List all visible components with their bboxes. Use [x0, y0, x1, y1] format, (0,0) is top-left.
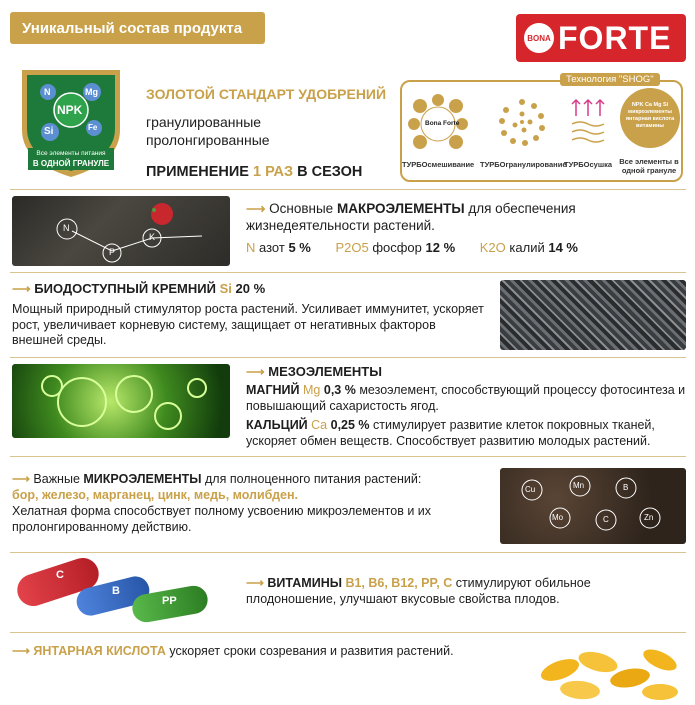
capsule-pp-label: PP: [162, 595, 177, 607]
tech-label-1: ТУРБОсмешивание: [402, 160, 475, 169]
vitamins-list: B1, B6, B12, PP, C: [345, 576, 453, 590]
mg-b: Mg: [303, 383, 321, 397]
micro-label-cu: Cu: [525, 485, 536, 494]
banner-text: Уникальный состав продукта: [22, 19, 243, 37]
ca-text: стимулирует развитие клеток покровных тканей, ускоряет обмен веществ. Способствует развитию молодых растений.: [246, 418, 655, 448]
silicon-title-c: 20 %: [235, 281, 266, 296]
micro-list: бор, железо, марганец, цинк, медь, молибден.: [12, 488, 298, 502]
photo-label-p: P: [109, 247, 116, 257]
photo-label-n: N: [63, 223, 70, 233]
shield-mg: Mg: [85, 87, 98, 97]
micro-label-mn: Mn: [573, 481, 585, 490]
k-val: 14 %: [548, 240, 578, 255]
silicon-text: Мощный природный стимулятор роста растений. Усиливает иммунитет, ускоряет рост, увеличивает корневую систему, защищает от негативных факторов внешней среды.: [12, 302, 484, 347]
silicon-title-b: Si: [219, 281, 232, 296]
npk-shield-emblem: [12, 62, 130, 180]
micro-label-b: B: [623, 483, 629, 492]
macro-n: [246, 240, 311, 255]
macro-intro: ⟶ Основные МАКРОЭЛЕМЕНТЫ для обеспечения жизнедеятельности растений.: [246, 201, 576, 233]
vitamins-text-b: плодоношение, улучшают вкусовые свойства плодов.: [246, 592, 560, 606]
micro-text: Хелатная форма способствует полному усвоению микроэлементов и их пролонгированному действию.: [12, 504, 432, 534]
shield-si: Si: [44, 126, 54, 137]
ca-c: 0,25 %: [330, 418, 370, 432]
soil-micro-photo: [500, 468, 686, 544]
shield-line2: В ОДНОЙ ГРАНУЛЕ: [32, 159, 110, 168]
silicon-title-a: БИОДОСТУПНЫЙ КРЕМНИЙ: [34, 281, 216, 296]
mg-c: 0,3 %: [323, 383, 356, 397]
divider: [10, 456, 686, 457]
divider: [10, 552, 686, 553]
ca-b: Ca: [311, 418, 328, 432]
tech-granule-icon: NPK Ca Mg Si микроэлементы янтарная кислота витамины: [620, 88, 680, 148]
intro-heading: ЗОЛОТОЙ СТАНДАРТ УДОБРЕНИЙ: [146, 86, 387, 102]
tech-center: Bona Forte: [425, 120, 460, 127]
macro-p: [335, 240, 455, 255]
amber-text: ⟶ ЯНТАРНАЯ КИСЛОТА ускоряет сроки созревания и развития растений.: [12, 644, 454, 658]
meso-title-text: МЕЗОЭЛЕМЕНТЫ: [268, 364, 382, 379]
tech-granulation-icon: [494, 94, 550, 150]
divider: [10, 272, 686, 273]
divider: [10, 189, 686, 190]
shield-npk: NPK: [57, 103, 83, 117]
meso-ca: [246, 418, 686, 449]
soil-photo: [12, 196, 230, 266]
mg-a: МАГНИЙ: [246, 383, 300, 397]
vitamins-text: ⟶ ВИТАМИНЫ B1, B6, B12, PP, C стимулируют обильное плодоношение, улучшают вкусовые свойства плодов.: [246, 576, 591, 606]
p-name: фосфор: [372, 240, 422, 255]
vitamin-capsules: [12, 560, 212, 626]
p-val: 12 %: [425, 240, 456, 255]
cells-photo: [12, 364, 230, 438]
k-name: калий: [509, 240, 545, 255]
intro-line1: гранулированные: [146, 114, 262, 130]
intro-line2: пролонгированные: [146, 132, 270, 148]
micro-intro-b: МИКРОЭЛЕМЕНТЫ: [83, 472, 202, 486]
shield-n: N: [44, 87, 51, 97]
amber-capsules: [520, 640, 686, 700]
macro-intro-c: для обеспечения жизнедеятельности растений.: [246, 201, 576, 233]
logo-forte: FORTE: [558, 19, 672, 56]
vitamins-title: ВИТАМИНЫ: [267, 576, 342, 590]
micro-label-zn: Zn: [644, 513, 654, 522]
silicon-title: ⟶ БИОДОСТУПНЫЙ КРЕМНИЙ Si 20 %: [12, 281, 266, 296]
p-sym: P2O5: [335, 240, 369, 255]
section-banner: [10, 12, 265, 44]
brand-logo: [516, 14, 686, 62]
apply-a: ПРИМЕНЕНИЕ: [146, 164, 249, 180]
macro-values: [246, 240, 686, 255]
silicon-photo: [500, 280, 686, 350]
tech-mixing-icon: [406, 92, 470, 156]
photo-label-k: K: [149, 232, 156, 242]
micro-intro-c: для полноценного питания растений:: [204, 472, 422, 486]
n-sym: N: [246, 240, 256, 255]
tech-label-3: ТУРБОсушка: [564, 160, 612, 169]
divider: [10, 357, 686, 358]
capsule-c-label: C: [56, 569, 64, 581]
logo-bona: BONA: [524, 23, 554, 53]
intro-apply: [146, 164, 362, 180]
divider: [10, 632, 686, 633]
shield-fe: Fe: [88, 123, 98, 132]
amber-title: ЯНТАРНАЯ КИСЛОТА: [33, 644, 166, 658]
mg-text: мезоэлемент, способствующий процессу фотосинтеза и повышающий сахаристость ягод.: [246, 383, 686, 413]
micro-label-mo: Mo: [552, 513, 564, 522]
amber-body: ускоряет сроки созревания и развития растений.: [169, 644, 454, 658]
apply-b: 1 РАЗ: [253, 164, 294, 180]
n-val: 5 %: [288, 240, 311, 255]
meso-mg: [246, 383, 686, 414]
shield-line1: Все элементы питания: [36, 150, 106, 157]
capsule-b-label: B: [112, 585, 120, 597]
tech-title: Технология "SHOG": [560, 73, 660, 86]
k-sym: K2O: [479, 240, 506, 255]
n-name: азот: [259, 240, 285, 255]
vitamins-text-a: стимулируют обильное: [455, 576, 591, 590]
micro-label-c: C: [603, 515, 609, 524]
macro-intro-a: Основные: [269, 201, 334, 216]
macro-k: [480, 240, 578, 255]
ca-a: КАЛЬЦИЙ: [246, 418, 308, 432]
macro-intro-b: МАКРОЭЛЕМЕНТЫ: [336, 201, 465, 216]
apply-c: В СЕЗОН: [297, 164, 363, 180]
tech-label-4: Все элементы в одной грануле: [619, 157, 679, 175]
tech-label-2: ТУРБОгранулирование: [480, 160, 567, 169]
micro-intro: ⟶ Важные МИКРОЭЛЕМЕНТЫ для полноценного питания растений:: [12, 472, 422, 486]
meso-title: ⟶ МЕЗОЭЛЕМЕНТЫ: [246, 364, 382, 379]
micro-intro-a: Важные: [33, 472, 80, 486]
tech-drying-icon: [568, 96, 608, 148]
